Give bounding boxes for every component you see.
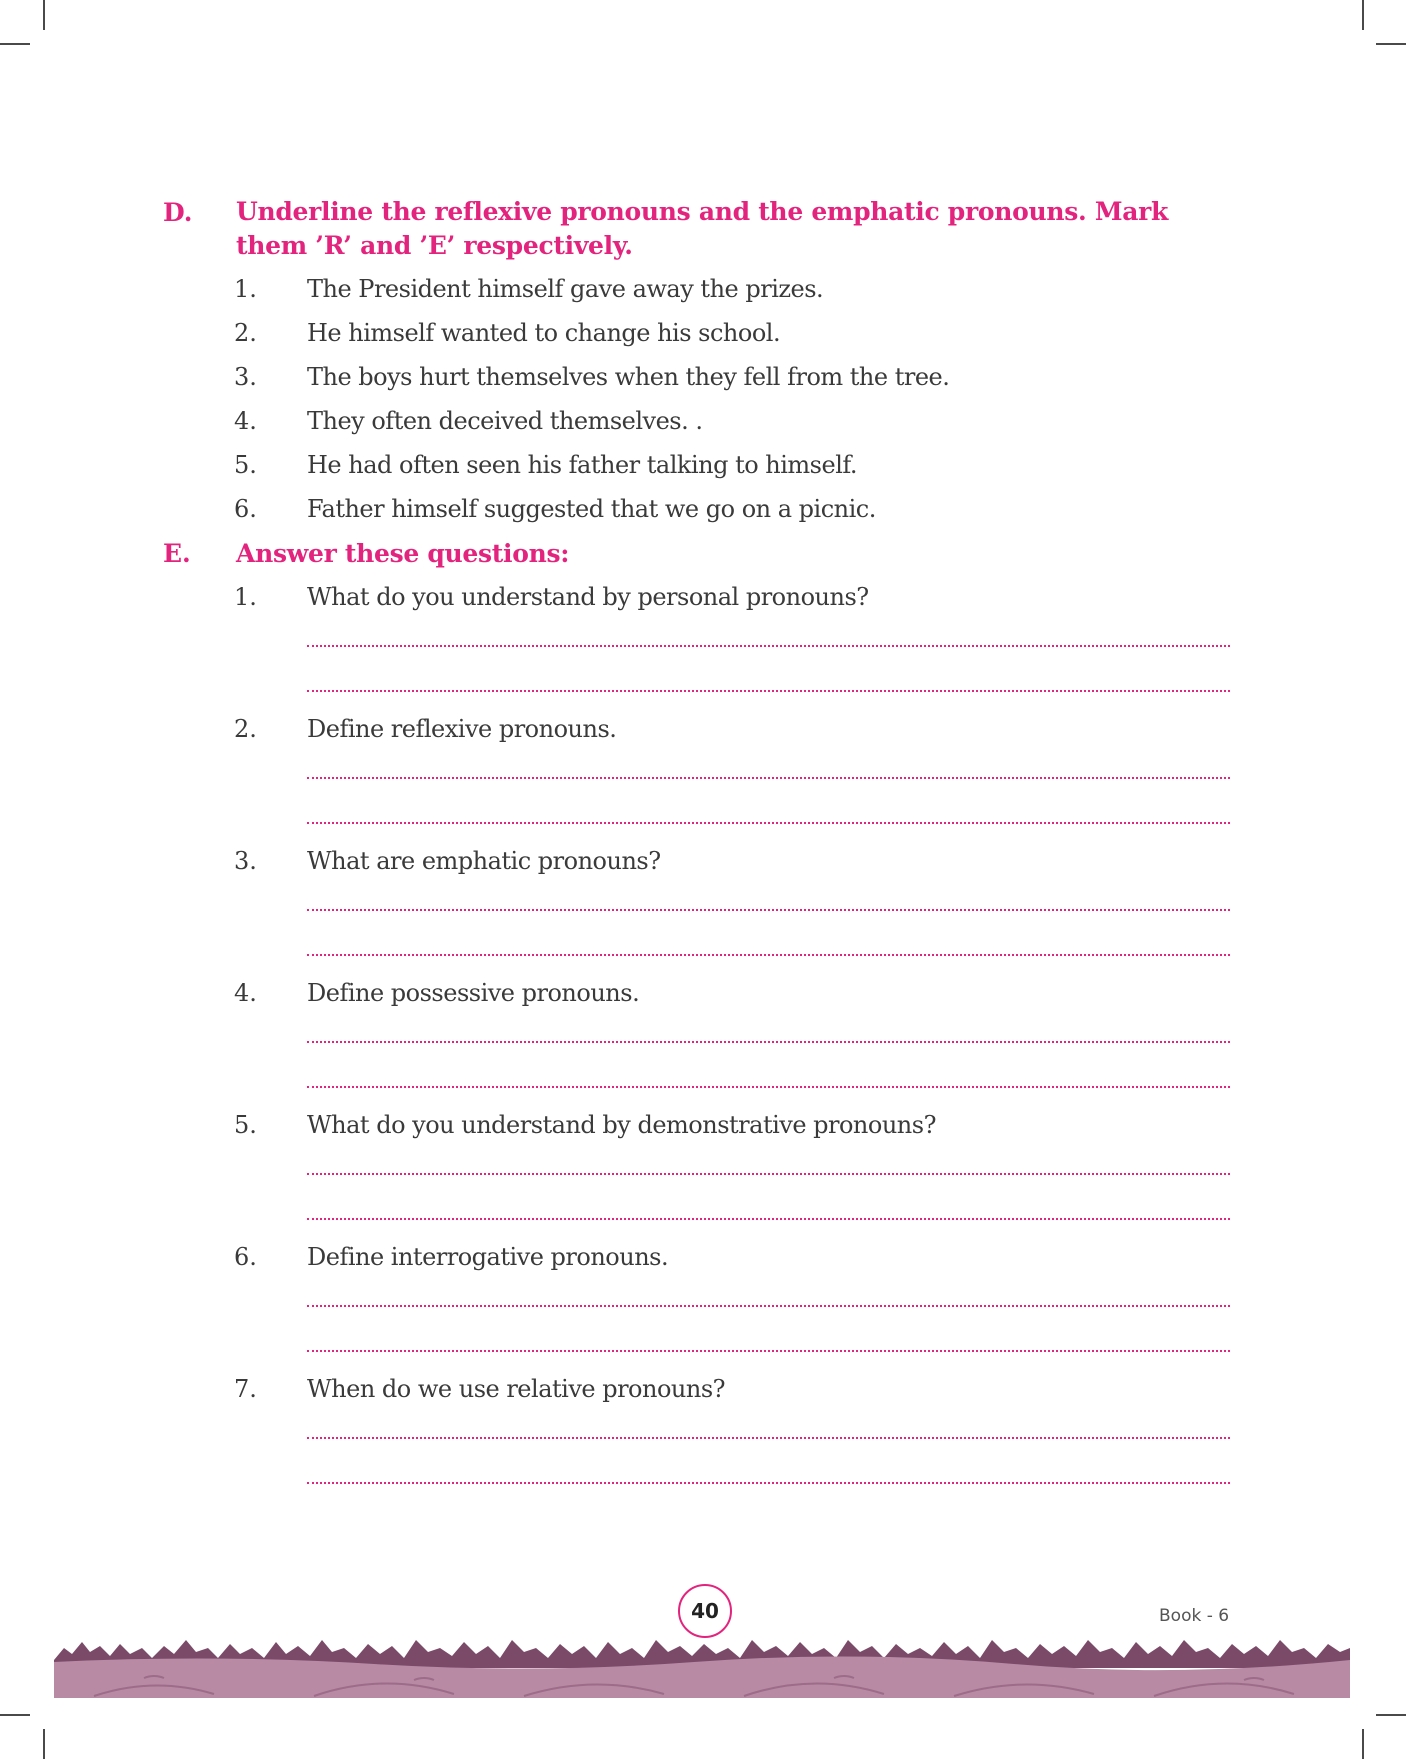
answer-line[interactable]	[307, 954, 1230, 956]
answer-line[interactable]	[307, 1041, 1230, 1043]
answer-line[interactable]	[307, 1218, 1230, 1220]
crop-mark	[1376, 43, 1406, 45]
question-text: When do we use relative pronouns?	[307, 1375, 725, 1403]
answer-line[interactable]	[307, 1482, 1230, 1484]
question-number: 2.	[234, 715, 257, 743]
answer-line[interactable]	[307, 645, 1230, 647]
question-text: Define interrogative pronouns.	[307, 1243, 669, 1271]
item-number: 5.	[234, 451, 257, 479]
question-number: 7.	[234, 1375, 257, 1403]
question-text: Define possessive pronouns.	[307, 979, 640, 1007]
question-number: 3.	[234, 847, 257, 875]
answer-line[interactable]	[307, 1350, 1230, 1352]
item-number: 2.	[234, 319, 257, 347]
question-text: What do you understand by personal pronouns?	[307, 583, 869, 611]
sentence-text: The President himself gave away the prizes.	[307, 275, 824, 303]
page-number-badge: 40	[678, 1584, 732, 1638]
answer-line[interactable]	[307, 1437, 1230, 1439]
section-d-letter: D.	[163, 198, 193, 227]
crop-mark	[43, 1729, 45, 1759]
answer-line[interactable]	[307, 1305, 1230, 1307]
item-number: 6.	[234, 495, 257, 523]
answer-line[interactable]	[307, 909, 1230, 911]
sentence-text: Father himself suggested that we go on a picnic.	[307, 495, 876, 523]
question-number: 1.	[234, 583, 257, 611]
answer-line[interactable]	[307, 690, 1230, 692]
section-e-letter: E.	[163, 539, 191, 568]
crop-mark	[0, 1714, 30, 1716]
book-label: Book - 6	[1159, 1606, 1230, 1626]
crop-mark	[1362, 0, 1364, 30]
sentence-text: He himself wanted to change his school.	[307, 319, 781, 347]
answer-line[interactable]	[307, 822, 1230, 824]
question-number: 4.	[234, 979, 257, 1007]
sentence-text: He had often seen his father talking to himself.	[307, 451, 858, 479]
sentence-text: They often deceived themselves. .	[307, 407, 703, 435]
answer-line[interactable]	[307, 1086, 1230, 1088]
question-text: Define reflexive pronouns.	[307, 715, 617, 743]
question-text: What are emphatic pronouns?	[307, 847, 661, 875]
question-number: 5.	[234, 1111, 257, 1139]
section-d-title: Underline the reflexive pronouns and the emphatic pronouns. Mark them ’R’ and ’E’ respectively.	[236, 197, 1168, 260]
answer-line[interactable]	[307, 777, 1230, 779]
item-number: 3.	[234, 363, 257, 391]
item-number: 4.	[234, 407, 257, 435]
crop-mark	[0, 43, 30, 45]
answer-line[interactable]	[307, 1173, 1230, 1175]
crop-mark	[1362, 1729, 1364, 1759]
question-number: 6.	[234, 1243, 257, 1271]
item-number: 1.	[234, 275, 257, 303]
sentence-text: The boys hurt themselves when they fell from the tree.	[307, 363, 950, 391]
section-e-title: Answer these questions:	[236, 539, 570, 568]
crop-mark	[1376, 1714, 1406, 1716]
crop-mark	[43, 0, 45, 30]
question-text: What do you understand by demonstrative pronouns?	[307, 1111, 936, 1139]
